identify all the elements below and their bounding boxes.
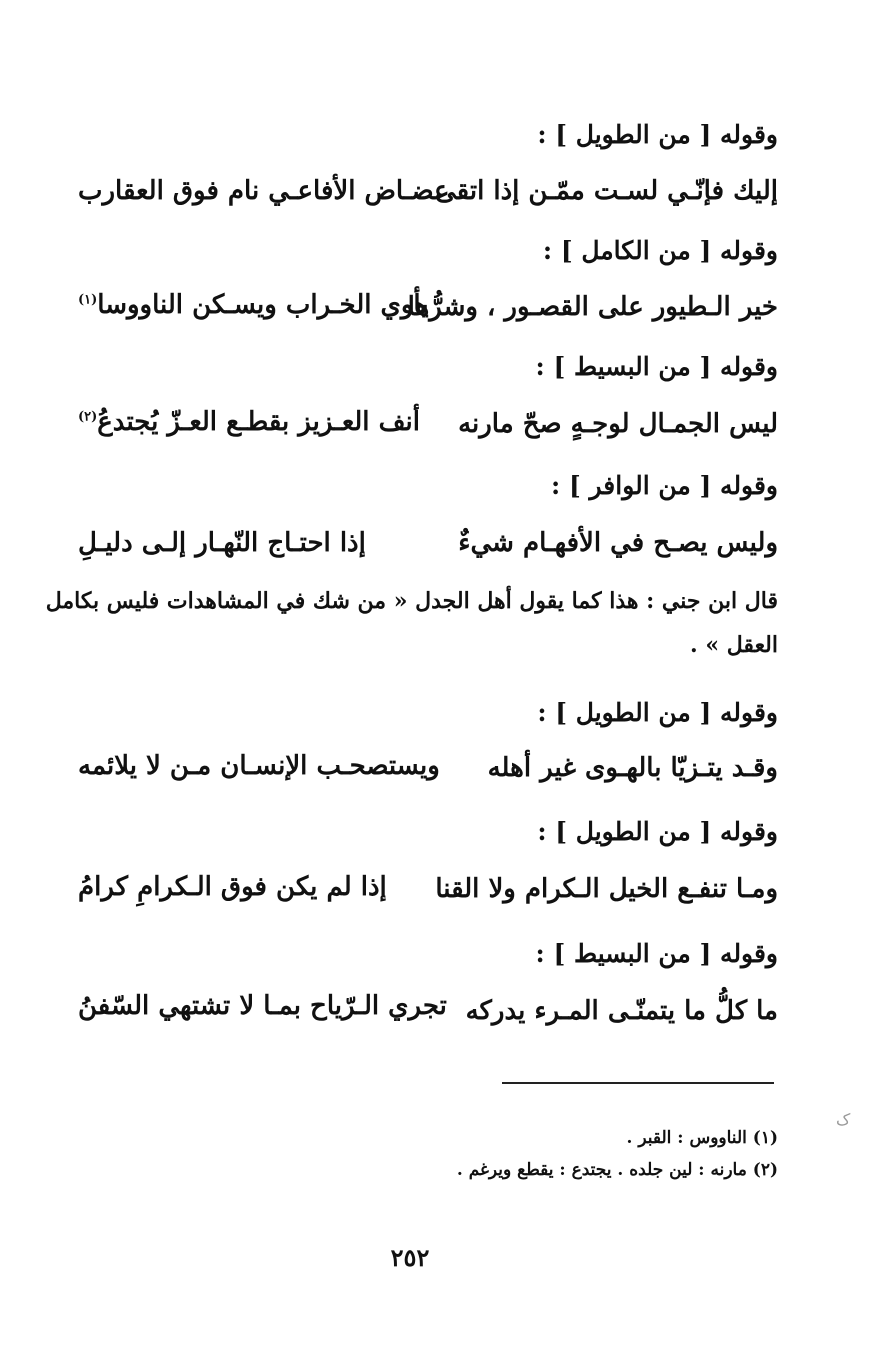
margin-mark: ک bbox=[836, 1110, 851, 1129]
section-heading: وقوله [ من الطويل ] : bbox=[537, 817, 778, 846]
section-heading: وقوله [ من الوافر ] : bbox=[551, 471, 778, 500]
verse-second-hemistich bbox=[78, 292, 429, 318]
section-heading: وقوله [ من الطويل ] : bbox=[537, 698, 778, 727]
verse-first-hemistich: ومـا تنفـع الخيل الـكرام ولا القنا bbox=[435, 874, 778, 904]
verse-first-hemistich: ليس الجمـال لوجـهٍ صحّ مارنه bbox=[458, 409, 778, 439]
footnote: (٢) مارنه : لين جلده . يجتدع : يقطع ويرغم . bbox=[456, 1160, 778, 1180]
section-heading: وقوله [ من الطويل ] : bbox=[537, 120, 778, 149]
verse-text: أنف العـزيز بقطـع العـزّ يُجتدعُ bbox=[97, 407, 420, 437]
footnote: (١) الناووس : القبر . bbox=[626, 1128, 778, 1148]
verse-second-hemistich: تجري الـرّياح بمـا لا تشتهي السّفنُ bbox=[78, 991, 447, 1021]
verse-text: يأوي الخـراب ويسـكن الناووسا bbox=[97, 290, 429, 320]
verse-second-hemistich: إذا لم يكن فوق الـكرامِ كرامُ bbox=[78, 872, 387, 902]
page-number: ٢٥٢ bbox=[390, 1243, 430, 1272]
footnote-reference: (٢) bbox=[78, 409, 98, 425]
verse-first-hemistich: خير الـطيور على القصـور ، وشرُّها bbox=[407, 292, 778, 322]
verse-second-hemistich: ويستصحـب الإنسـان مـن لا يلائمه bbox=[78, 751, 440, 781]
verse-first-hemistich: إليك فإنّـي لسـت ممّـن إذا اتقى bbox=[435, 176, 778, 206]
verse-second-hemistich bbox=[78, 409, 420, 435]
verse-second-hemistich: عضـاض الأفاعـي نام فوق العقارب bbox=[78, 176, 450, 206]
section-heading: وقوله [ من البسيط ] : bbox=[535, 939, 778, 968]
commentary-line: العقل » . bbox=[690, 632, 778, 658]
verse-first-hemistich: وليس يصـح في الأفهـام شيءٌ bbox=[458, 528, 778, 558]
footnote-divider bbox=[502, 1082, 774, 1084]
section-heading: وقوله [ من الكامل ] : bbox=[542, 236, 778, 265]
commentary-line: قال ابن جني : هذا كما يقول أهل الجدل « من شك في المشاهدات فليس بكامل bbox=[45, 588, 778, 614]
footnote-reference: (١) bbox=[78, 292, 98, 308]
verse-second-hemistich: إذا احتـاج النّهـار إلـى دليـلِ bbox=[78, 528, 366, 558]
section-heading: وقوله [ من البسيط ] : bbox=[535, 352, 778, 381]
verse-first-hemistich: ما كلُّ ما يتمنّـى المـرء يدركه bbox=[465, 996, 778, 1026]
verse-first-hemistich: وقـد يتـزيّا بالهـوى غير أهله bbox=[487, 753, 778, 783]
